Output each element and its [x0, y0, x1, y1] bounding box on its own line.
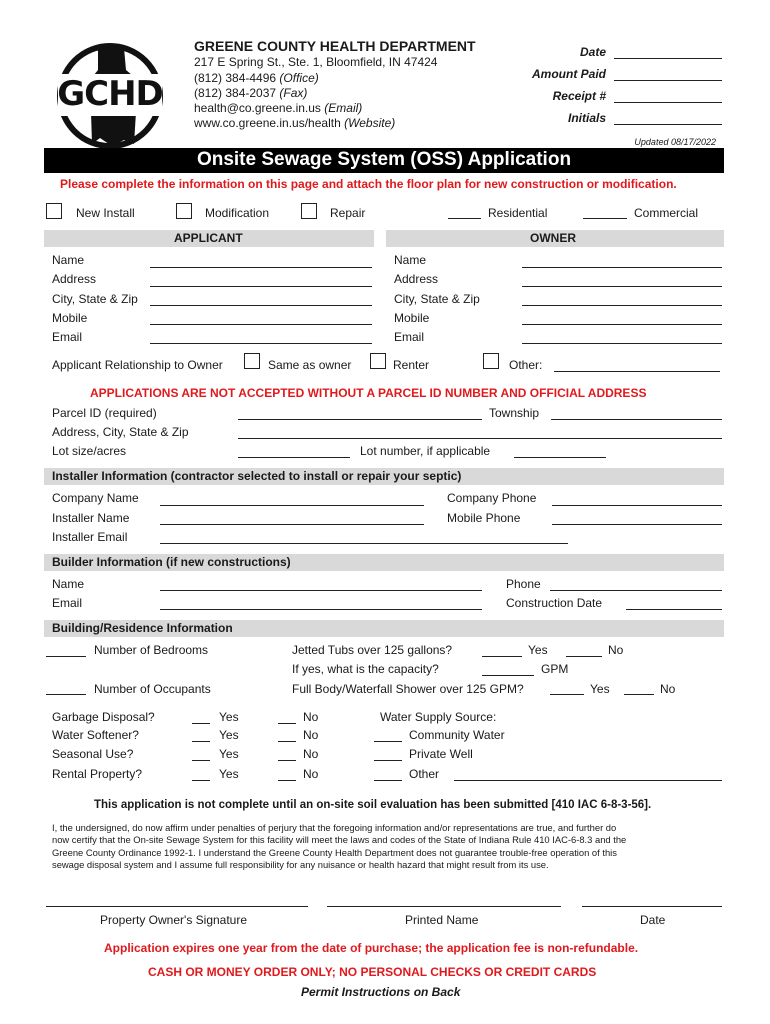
same-as-owner-label: Same as owner	[268, 358, 352, 372]
applicant-city-label: City, State & Zip	[52, 292, 138, 306]
mobile-phone-field[interactable]	[552, 524, 722, 525]
commercial-label: Commercial	[634, 206, 699, 220]
shower-label: Full Body/Waterfall Shower over 125 GPM?	[292, 682, 524, 696]
township-field[interactable]	[551, 419, 722, 420]
garbage-disposal-label: Garbage Disposal?	[52, 710, 155, 724]
other-checkbox[interactable]	[483, 353, 499, 369]
applicant-name-field[interactable]	[150, 267, 372, 268]
builder-name-label: Name	[52, 577, 85, 591]
repair-label: Repair	[330, 206, 366, 220]
printed-name-field[interactable]	[327, 906, 561, 907]
affirmation-text	[52, 822, 626, 872]
garbage-no-field[interactable]	[278, 723, 296, 724]
softener-no-field[interactable]	[278, 741, 296, 742]
company-name-field[interactable]	[160, 505, 424, 506]
affirmation-line: sewage disposal system and I assume full responsibility for any nuisance or health hazard that might result from its use.	[52, 859, 549, 871]
office-date-field[interactable]	[614, 58, 722, 59]
repair-checkbox[interactable]	[301, 203, 317, 219]
signature-date-field[interactable]	[582, 906, 722, 907]
rental-property-label: Rental Property?	[52, 767, 143, 781]
office-initials-label: Initials	[567, 111, 606, 125]
dept-address: 217 E Spring St., Ste. 1, Bloomfield, IN 47424	[194, 55, 438, 69]
water-supply-label: Water Supply Source:	[380, 710, 497, 724]
owner-email-label: Email	[394, 330, 425, 344]
affirmation-line: Greene County Ordinance 1992-1. I understand the Greene County Health Department does not guarantee trouble-free operation of this	[52, 846, 617, 858]
applicant-address-field[interactable]	[150, 286, 372, 287]
occupants-label: Number of Occupants	[94, 682, 211, 696]
seasonal-no-field[interactable]	[278, 760, 296, 761]
applicant-city-field[interactable]	[150, 305, 372, 306]
private-well-label: Private Well	[409, 747, 473, 761]
mobile-phone-label: Mobile Phone	[447, 511, 521, 525]
rental-yes-label: Yes	[219, 767, 239, 781]
affirmation-line: now certify that the On-site Sewage System for this facility will meet the laws and codes of the State of Indiana Rule 410 IAC-6-8.3 and the	[52, 834, 627, 846]
garbage-yes-field[interactable]	[192, 723, 210, 724]
parcel-warning: APPLICATIONS ARE NOT ACCEPTED WITHOUT A PARCEL ID NUMBER AND OFFICIAL ADDRESS	[90, 386, 647, 400]
residential-field[interactable]	[448, 218, 481, 219]
dept-name: GREENE COUNTY HEALTH DEPARTMENT	[194, 38, 476, 54]
parcel-id-label: Parcel ID (required)	[52, 406, 157, 420]
gpm-label: GPM	[541, 662, 569, 676]
bedrooms-field[interactable]	[46, 656, 86, 657]
permit-instructions: Permit Instructions on Back	[301, 985, 461, 999]
signature-date-label: Date	[640, 913, 666, 927]
printed-name-label: Printed Name	[405, 913, 479, 927]
rental-no-field[interactable]	[278, 780, 296, 781]
township-label: Township	[489, 406, 540, 420]
form-title: Onsite Sewage System (OSS) Application	[196, 149, 572, 170]
owner-name-label: Name	[394, 253, 427, 267]
builder-email-label: Email	[52, 596, 83, 610]
installer-name-label: Installer Name	[52, 511, 130, 525]
private-well-field[interactable]	[374, 760, 402, 761]
applicant-mobile-field[interactable]	[150, 324, 372, 325]
other-label: Other:	[509, 358, 543, 372]
company-phone-label: Company Phone	[447, 491, 537, 505]
company-name-label: Company Name	[52, 491, 139, 505]
softener-yes-field[interactable]	[192, 741, 210, 742]
affirmation-line: I, the undersigned, do now affirm under penalties of perjury that the foregoing information and/or representations are true, and further do	[52, 822, 617, 833]
applicant-mobile-label: Mobile	[52, 311, 88, 325]
soil-notice: This application is not complete until an on-site soil evaluation has been submitted [410 IAC 6-8-3-56].	[94, 799, 652, 811]
applicant-email-field[interactable]	[150, 343, 372, 344]
community-water-label: Community Water	[409, 728, 505, 742]
owner-signature-label: Property Owner's Signature	[100, 913, 248, 927]
office-initials-field[interactable]	[614, 124, 722, 125]
website-contact: www.co.greene.in.us/health (Website)	[194, 116, 396, 130]
lot-size-label: Lot size/acres	[52, 444, 127, 458]
office-phone: (812) 384-4496 (Office)	[194, 71, 319, 85]
shower-no-label: No	[660, 682, 676, 696]
office-receipt-field[interactable]	[614, 102, 722, 103]
builder-phone-label: Phone	[506, 577, 541, 591]
seasonal-use-label: Seasonal Use?	[52, 747, 134, 761]
jetted-no-field[interactable]	[566, 656, 602, 657]
owner-mobile-label: Mobile	[394, 311, 430, 325]
builder-email-field[interactable]	[160, 609, 482, 610]
renter-label: Renter	[393, 358, 430, 372]
owner-signature-field[interactable]	[46, 906, 308, 907]
office-date-label: Date	[579, 45, 606, 59]
jetted-yes-label: Yes	[528, 643, 548, 657]
construction-date-field[interactable]	[626, 609, 722, 610]
company-phone-field[interactable]	[552, 505, 722, 506]
applicant-header-bar	[44, 230, 374, 247]
builder-header-bar	[44, 554, 724, 571]
parcel-id-field[interactable]	[238, 419, 482, 420]
seasonal-yes-field[interactable]	[192, 760, 210, 761]
rental-yes-field[interactable]	[192, 780, 210, 781]
owner-address-field[interactable]	[522, 286, 722, 287]
garbage-no-label: No	[303, 710, 319, 724]
water-softener-label: Water Softener?	[52, 728, 139, 742]
community-water-field[interactable]	[374, 741, 402, 742]
applicant-address-label: Address	[52, 272, 97, 286]
owner-address-label: Address	[394, 272, 439, 286]
builder-phone-field[interactable]	[550, 590, 722, 591]
seasonal-no-label: No	[303, 747, 319, 761]
expiration-notice: Application expires one year from the date of purchase; the application fee is non-refundable.	[104, 941, 639, 955]
title-bar	[44, 148, 724, 173]
office-amount-field[interactable]	[614, 80, 722, 81]
seasonal-yes-label: Yes	[219, 747, 239, 761]
other-water-field[interactable]	[454, 780, 722, 781]
shower-no-field[interactable]	[624, 694, 654, 695]
builder-name-field[interactable]	[160, 590, 482, 591]
parcel-address-label: Address, City, State & Zip	[52, 425, 189, 439]
new-install-label: New Install	[76, 206, 135, 220]
applicant-heading: APPLICANT	[174, 231, 243, 245]
new-install-checkbox[interactable]	[46, 203, 62, 219]
updated-date: Updated 08/17/2022	[634, 137, 716, 147]
owner-email-field[interactable]	[522, 343, 722, 344]
jetted-yes-field[interactable]	[482, 656, 522, 657]
installer-name-field[interactable]	[160, 524, 424, 525]
owner-heading: OWNER	[530, 231, 576, 245]
installer-email-label: Installer Email	[52, 530, 128, 544]
logo-text: GCHD	[57, 74, 163, 114]
installer-header-bar	[44, 468, 724, 485]
parcel-address-field[interactable]	[238, 438, 722, 439]
jetted-tubs-label: Jetted Tubs over 125 gallons?	[292, 643, 453, 657]
capacity-label: If yes, what is the capacity?	[292, 662, 439, 676]
owner-city-label: City, State & Zip	[394, 292, 480, 306]
email-contact: health@co.greene.in.us (Email)	[194, 101, 363, 115]
same-as-owner-checkbox[interactable]	[244, 353, 260, 369]
building-header-bar	[44, 620, 724, 637]
garbage-yes-label: Yes	[219, 710, 239, 724]
office-amount-label: Amount Paid	[532, 67, 606, 81]
modification-label: Modification	[205, 206, 270, 220]
instructions: Please complete the information on this page and attach the floor plan for new construction or modification.	[60, 177, 677, 191]
shower-yes-label: Yes	[590, 682, 610, 696]
relationship-label: Applicant Relationship to Owner	[52, 358, 223, 372]
owner-name-field[interactable]	[522, 267, 722, 268]
owner-header-bar	[386, 230, 724, 247]
other-water-check-field[interactable]	[374, 780, 402, 781]
renter-checkbox[interactable]	[370, 353, 386, 369]
modification-checkbox[interactable]	[176, 203, 192, 219]
rental-no-label: No	[303, 767, 319, 781]
payment-notice: CASH OR MONEY ORDER ONLY; NO PERSONAL CHECKS OR CREDIT CARDS	[148, 965, 597, 979]
shower-yes-field[interactable]	[550, 694, 584, 695]
commercial-field[interactable]	[583, 218, 627, 219]
softener-no-label: No	[303, 728, 319, 742]
owner-mobile-field[interactable]	[522, 324, 722, 325]
applicant-name-label: Name	[52, 253, 85, 267]
occupants-field[interactable]	[46, 694, 86, 695]
fax-phone: (812) 384-2037 (Fax)	[194, 86, 308, 100]
residential-label: Residential	[488, 206, 548, 220]
installer-heading: Installer Information (contractor selected to install or repair your septic)	[52, 469, 462, 483]
installer-email-field[interactable]	[160, 543, 568, 544]
owner-city-field[interactable]	[522, 305, 722, 306]
softener-yes-label: Yes	[219, 728, 239, 742]
other-water-label: Other	[409, 767, 440, 781]
bedrooms-label: Number of Bedrooms	[94, 643, 209, 657]
lot-size-field[interactable]	[238, 457, 350, 458]
building-heading: Building/Residence Information	[52, 621, 233, 635]
office-receipt-label: Receipt #	[552, 89, 606, 103]
gchd-logo	[54, 40, 166, 152]
capacity-field[interactable]	[482, 675, 534, 676]
other-relationship-field[interactable]	[554, 371, 720, 372]
builder-heading: Builder Information (if new constructions)	[52, 555, 291, 569]
construction-date-label: Construction Date	[506, 596, 603, 610]
lot-number-label: Lot number, if applicable	[360, 444, 491, 458]
jetted-no-label: No	[608, 643, 624, 657]
applicant-email-label: Email	[52, 330, 83, 344]
lot-number-field[interactable]	[514, 457, 606, 458]
